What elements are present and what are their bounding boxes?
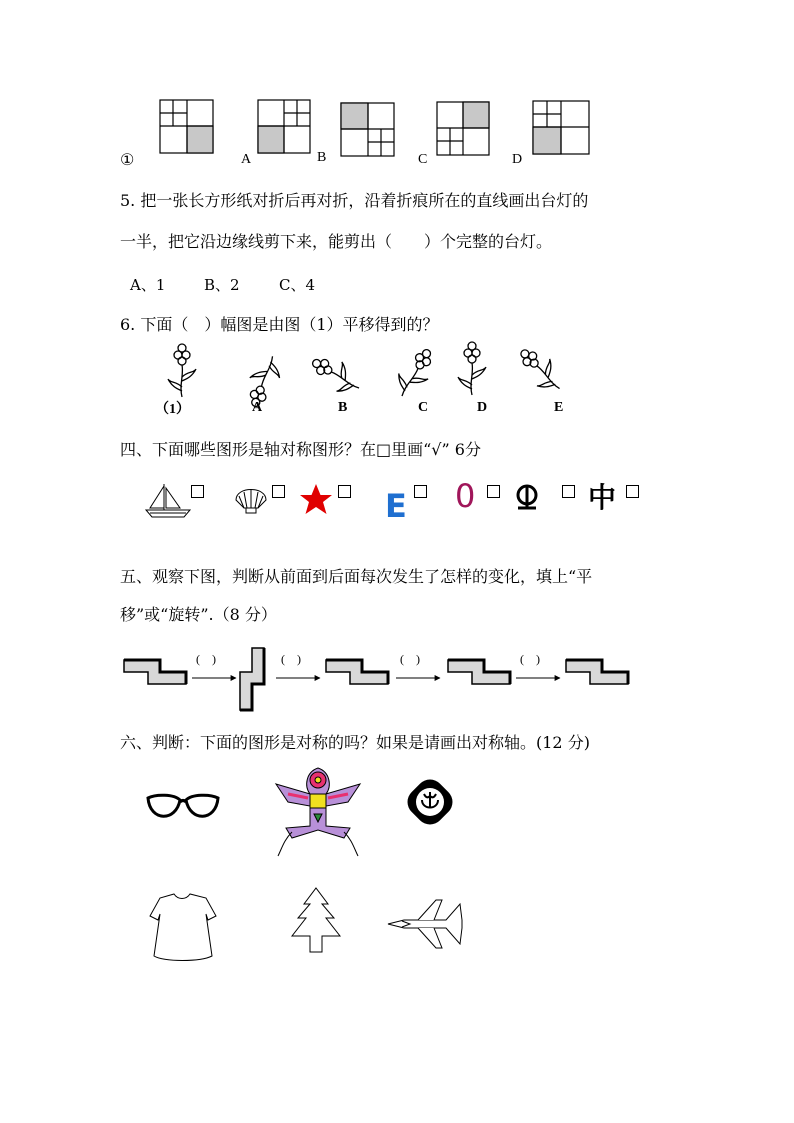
- grid-figure-a: [258, 100, 310, 153]
- flower-e: [512, 341, 569, 398]
- blank-2[interactable]: ( ): [281, 652, 301, 666]
- q5-line2: 一半，把它沿边缘线剪下来，能剪出（ ）个完整的台灯。: [120, 232, 553, 251]
- flower-figures: [0, 345, 794, 405]
- flower-label-1: （1）: [155, 402, 190, 417]
- blank-1[interactable]: ( ): [196, 652, 216, 666]
- q5-option-c: C、4: [279, 276, 316, 294]
- flower-d: [458, 342, 486, 395]
- grid-label-c: C: [418, 152, 428, 167]
- flower-a: [241, 352, 285, 411]
- grid-label-b: B: [317, 150, 327, 165]
- shape-2: [240, 648, 264, 710]
- grid-label-d: D: [512, 152, 523, 167]
- digit-zero: 0: [455, 477, 476, 515]
- blank-3[interactable]: ( ): [400, 652, 420, 666]
- dress-icon: [150, 890, 230, 970]
- sec5-line1: 五、观察下图，判断从前面到后面每次发生了怎样的变化，填上“平: [120, 567, 593, 586]
- grid-figure-b: [341, 103, 394, 156]
- glasses-icon: [146, 792, 226, 832]
- flower-label-a: A: [252, 400, 263, 415]
- shape-5: [566, 660, 628, 684]
- q5-line1: 5. 把一张长方形纸对折后再对折，沿着折痕所在的直线画出台灯的: [120, 191, 589, 210]
- shape-4: [448, 660, 510, 684]
- railway-logo-icon: [512, 480, 548, 516]
- sec6-title: 六、判断：下面的图形是对称的吗？如果是请画出对称轴。(12 分): [120, 733, 590, 752]
- blank-4[interactable]: ( ): [520, 652, 540, 666]
- q5-option-a: A、1: [130, 276, 166, 294]
- flower-label-d: D: [477, 400, 488, 415]
- checkbox-zhong[interactable]: [626, 485, 639, 498]
- grid-figure-c: [437, 102, 489, 155]
- flower-label-b: B: [338, 400, 348, 415]
- grid-label-1: ①: [120, 150, 135, 169]
- q6-question: 6. 下面（ ）幅图是由图（1）平移得到的？: [120, 315, 439, 334]
- letter-e: E: [385, 487, 407, 525]
- flower-c: [390, 343, 441, 403]
- checkbox-railway-logo[interactable]: [562, 485, 575, 498]
- checkbox-letter-e[interactable]: [414, 485, 427, 498]
- shape-1: [124, 660, 186, 684]
- star-icon: [298, 482, 338, 522]
- flower-label-c: C: [418, 400, 429, 415]
- sec5-line2: 移”或“旋转”.（8 分）: [120, 605, 277, 624]
- grid-figure-1: [160, 100, 213, 153]
- jet-icon: [386, 896, 466, 956]
- checkbox-shell[interactable]: [272, 485, 285, 498]
- checkbox-zero[interactable]: [487, 485, 500, 498]
- star-shape: [300, 484, 332, 514]
- checkbox-star[interactable]: [338, 485, 351, 498]
- flower-b: [306, 349, 366, 400]
- flower-original: [168, 344, 196, 397]
- sec4-title: 四、下面哪些图形是轴对称图形？在□里画“√” 6分: [120, 440, 481, 459]
- flower-label-e: E: [554, 400, 564, 415]
- checkbox-sailboat[interactable]: [191, 485, 204, 498]
- tree-icon: [290, 886, 350, 966]
- kite-icon: [268, 764, 368, 864]
- transform-sequence: [0, 640, 794, 720]
- shell-icon: [232, 480, 272, 520]
- grid-figure-d: [533, 101, 589, 154]
- char-zhong: 中: [588, 481, 617, 514]
- q5-option-b: B、2: [204, 276, 240, 294]
- grid-label-a: A: [241, 152, 252, 167]
- shape-3: [326, 660, 388, 684]
- badge-icon: [402, 774, 462, 834]
